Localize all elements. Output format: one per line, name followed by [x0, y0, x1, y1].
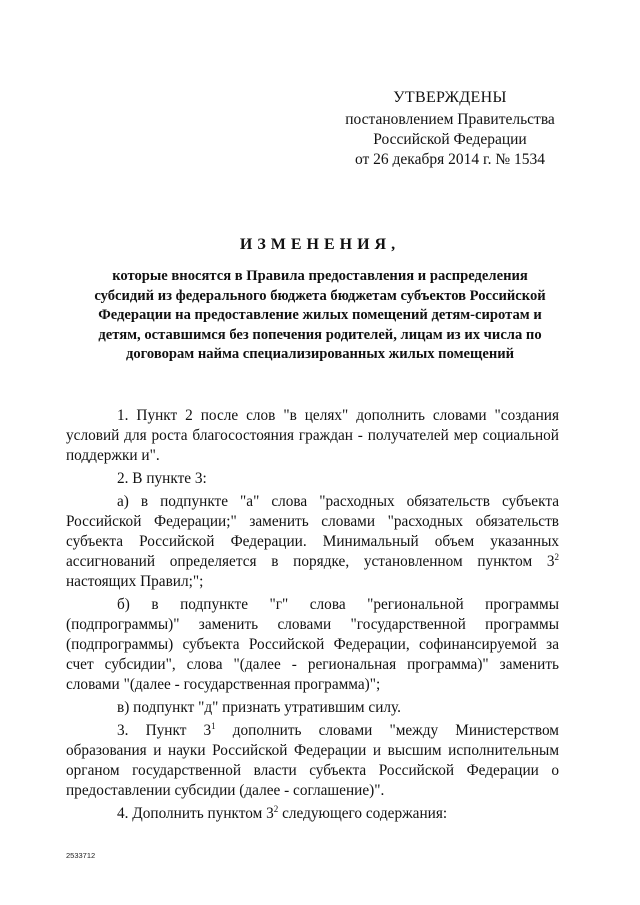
- paragraph-6-text: 3. Пункт 3: [117, 722, 212, 739]
- paragraph-6: [66, 721, 559, 801]
- paragraph-7-superscript: 2: [273, 803, 279, 814]
- approval-line-1: постановлением Правительства: [345, 111, 555, 128]
- paragraph-3-text: а) в подпункте "а" слова "расходных обязательств субъекта Российской Федерации;" заменить словами "расходных обязательств субъекта Российской Федерации. Минимальный объем указанных ассигнований определяется в порядке, установленном пунктом 3: [66, 493, 559, 570]
- paragraph-3: [66, 492, 559, 592]
- document-title: ИЗМЕНЕНИЯ,: [239, 236, 401, 253]
- paragraph-3-superscript: 2: [554, 551, 559, 562]
- paragraph-7: [66, 804, 559, 824]
- document-number: 2533712: [66, 851, 96, 860]
- approval-block: [330, 88, 570, 170]
- paragraph-6-superscript: 1: [211, 720, 216, 731]
- paragraph-7-text: 4. Дополнить пунктом 3: [117, 805, 274, 822]
- document-subtitle: которые вносятся в Правила предоставления и распределения субсидий из федерального бюджета бюджетам субъектов Российской Федерации на предоставление жилых помещений детям-сиротам и детям, оставшимся без попечения родителей, лицам из их числа по договорам найма специализированных жилых помещений: [94, 268, 546, 362]
- document-heading: [90, 236, 550, 365]
- paragraph-3-tail: настоящих Правил;";: [66, 573, 204, 590]
- approval-line-2: Российской Федерации: [373, 131, 527, 148]
- paragraph-4: б) в подпункте "г" слова "региональной программы (подпрограммы)" заменить словами "государственной программы (подпрограммы) субъекта Российской Федерации, софинансируемой за счет субсидии", слова "(далее - региональная программа)" заменить словами "(далее - государственная программа)";: [66, 596, 559, 693]
- paragraph-1: 1. Пункт 2 после слов "в целях" дополнить словами "создания условий для роста благосостояния граждан - получателей мер социальной поддержки и".: [66, 407, 559, 464]
- approval-title: УТВЕРЖДЕНЫ: [393, 89, 507, 106]
- document-body: [66, 406, 559, 824]
- paragraph-7-tail: следующего содержания:: [278, 805, 448, 822]
- approval-line-3: от 26 декабря 2014 г. № 1534: [354, 151, 546, 168]
- paragraph-5: в) подпункт "д" признать утратившим силу.: [117, 699, 401, 716]
- paragraph-2: 2. В пункте 3:: [117, 470, 207, 487]
- paragraph-6-tail: дополнить словами "между Министерством образования и науки Российской Федерации и высшим исполнительным органом государственной власти субъекта Российской Федерации о предоставлении субсидии (далее - соглашение)".: [66, 722, 559, 799]
